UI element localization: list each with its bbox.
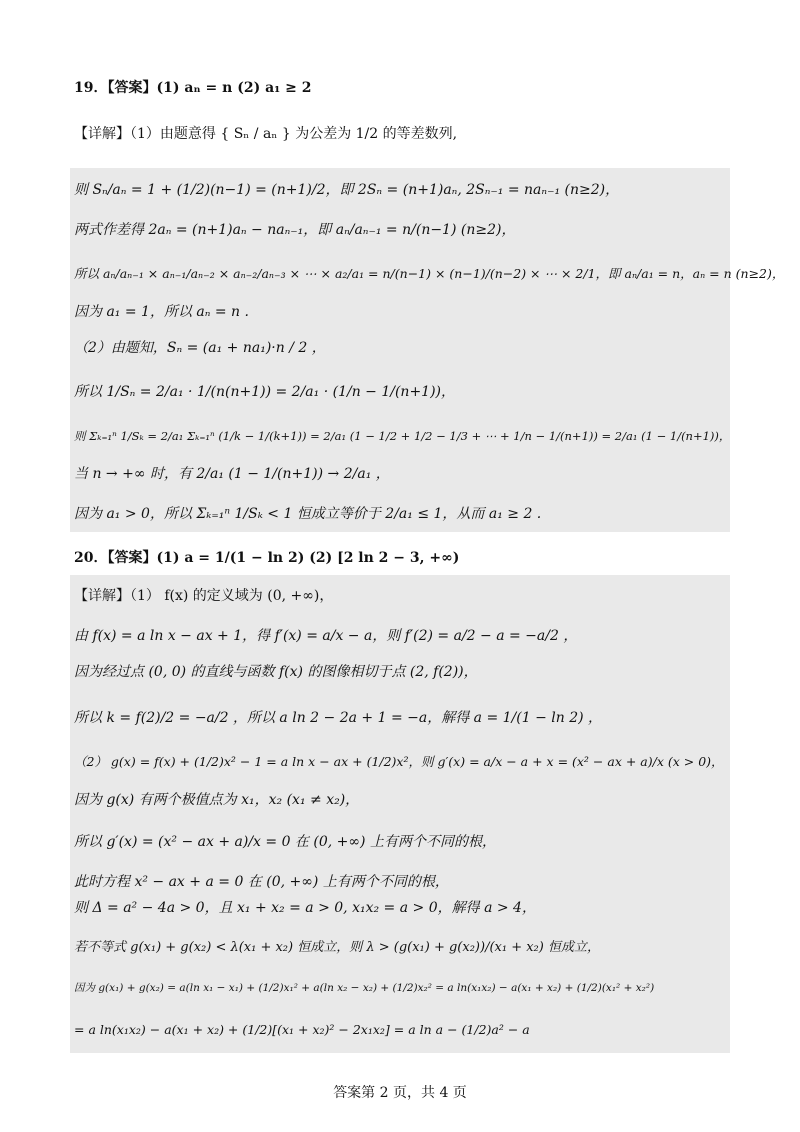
q20-step-7: 此时方程 x² − ax + a = 0 在 (0, +∞) 上有两个不同的根， — [74, 874, 449, 890]
q20-step-5: 因为 g(x) 有两个极值点为 x₁，x₂ (x₁ ≠ x₂)， — [74, 792, 360, 808]
q19-step-8: 当 n → +∞ 时，有 2/a₁ (1 − 1/(n+1)) → 2/a₁ ， — [74, 466, 390, 482]
q20-step-8: 则 Δ = a² − 4a > 0，且 x₁ + x₂ = a > 0, x₁x₂ = a > 0，解得 a > 4， — [74, 900, 536, 916]
q20-step-11: = a ln(x₁x₂) − a(x₁ + x₂) + (1/2)[(x₁ + x₂)² − 2x₁x₂] = a ln a − (1/2)a² − a — [74, 1022, 530, 1037]
q20-step-1: 由 f(x) = a ln x − ax + 1，得 f′(x) = a/x − a，则 f′(2) = a/2 − a = −a/2 ， — [74, 628, 578, 644]
q19-step-6: 所以 1/Sₙ = 2/a₁ · 1/(n(n+1)) = 2/a₁ · (1/n − 1/(n+1))， — [74, 384, 456, 400]
q20-step-6: 所以 g′(x) = (x² − ax + a)/x = 0 在 (0, +∞) 上有两个不同的根， — [74, 834, 496, 850]
q19-step-3: 所以 aₙ/aₙ₋₁ × aₙ₋₁/aₙ₋₂ × aₙ₋₂/aₙ₋₃ × ⋯ × a₂/a₁ = n/(n−1) × (n−1)/(n−2) × ⋯ × 2/1，即 aₙ/a₁ = n，aₙ = n (n≥2)， — [74, 266, 785, 281]
q19-step-7: 则 Σₖ₌₁ⁿ 1/Sₖ = 2/a₁ Σₖ₌₁ⁿ (1/k − 1/(k+1)) = 2/a₁ (1 − 1/2 + 1/2 − 1/3 + ⋯ + 1/n − 1/(n+1)) = 2/a₁ (1 − 1/(n+1))， — [74, 429, 731, 443]
q19-answer: 19．【答案】(1) aₙ = n (2) a₁ ≥ 2 — [74, 80, 312, 96]
q20-detail-label: 【详解】（1） f(x) 的定义域为 (0, +∞)， — [74, 588, 334, 604]
q19-step-1: 则 Sₙ/aₙ = 1 + (1/2)(n−1) = (n+1)/2，即 2Sₙ = (n+1)aₙ, 2Sₙ₋₁ = naₙ₋₁ (n≥2)， — [74, 182, 620, 198]
q20-step-10: 因为 g(x₁) + g(x₂) = a(ln x₁ − x₁) + (1/2)x₁² + a(ln x₂ − x₂) + (1/2)x₂² = a ln(x₁x₂) − a(x₁ + x₂) + (1/2)(x₁² + x₂²) — [74, 982, 655, 994]
q20-step-4: （2） g(x) = f(x) + (1/2)x² − 1 = a ln x − ax + (1/2)x²，则 g′(x) = a/x − a + x = (x² − ax + a)/x (x > 0)， — [74, 754, 724, 769]
q19-step-9: 因为 a₁ > 0，所以 Σₖ₌₁ⁿ 1/Sₖ < 1 恒成立等价于 2/a₁ ≤ 1，从而 a₁ ≥ 2 . — [74, 506, 542, 522]
page-footer: 答案第 2 页，共 4 页 — [333, 1085, 467, 1101]
q20-step-2: 因为经过点 (0, 0) 的直线与函数 f(x) 的图像相切于点 (2, f(2))， — [74, 664, 478, 680]
q20-answer: 20．【答案】(1) a = 1/(1 − ln 2) (2) [2 ln 2 − 3, +∞) — [74, 550, 460, 566]
q20-step-3: 所以 k = f(2)/2 = −a/2 ，所以 a ln 2 − 2a + 1 = −a，解得 a = 1/(1 − ln 2) ， — [74, 710, 603, 726]
q19-step-5: （2）由题知，Sₙ = (a₁ + na₁)·n / 2 ， — [74, 340, 326, 356]
q20-step-9: 若不等式 g(x₁) + g(x₂) < λ(x₁ + x₂) 恒成立，则 λ > (g(x₁) + g(x₂))/(x₁ + x₂) 恒成立， — [74, 940, 600, 955]
q19-step-2: 两式作差得 2aₙ = (n+1)aₙ − naₙ₋₁，即 aₙ/aₙ₋₁ = n/(n−1) (n≥2)， — [74, 222, 516, 238]
q19-step-4: 因为 a₁ = 1，所以 aₙ = n . — [74, 304, 249, 320]
q19-detail-label: 【详解】（1）由题意得 { Sₙ / aₙ } 为公差为 1/2 的等差数列, — [74, 126, 458, 142]
